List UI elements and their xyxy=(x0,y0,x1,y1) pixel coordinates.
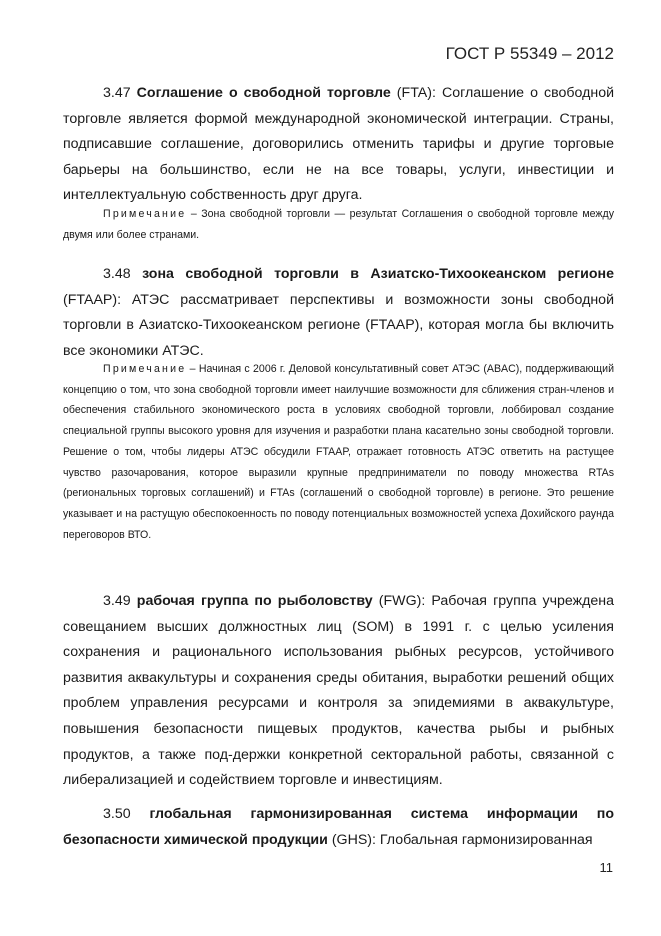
document-header: ГОСТ Р 55349 – 2012 xyxy=(445,44,614,63)
section-3-49 xyxy=(63,589,614,794)
note-label: Примечание xyxy=(103,363,187,375)
note-label: Примечание xyxy=(103,208,187,220)
section-number: 3.50 xyxy=(103,806,131,822)
note-text: – Зона свободной торговли — результат Соглашения о свободной торговле между двумя или более странами. xyxy=(63,208,614,241)
section-3-47 xyxy=(63,81,614,209)
section-term: рабочая группа по рыболовству xyxy=(136,593,373,609)
section-number: 3.47 xyxy=(103,85,131,101)
section-3-50 xyxy=(63,802,614,853)
section-definition: (FTAAP): АТЭС рассматривает перспективы и возможности зоны свободной торговли в Азиатско-Тихоокеанском регионе (FTAAP), которая могла бы включить все экономики АТЭС. xyxy=(63,291,614,359)
section-term: Соглашение о свободной торговле xyxy=(136,85,391,101)
section-definition: (FTA): Соглашение о свободной торговле является формой международной экономической интеграции. Страны, подписавшие соглашение, договорились отменить тарифы и другие торговые барьеры на большинство, если не на все товары, услуги, инвестиции и интеллектуальную собственность друг друга. xyxy=(63,85,615,204)
section-number: 3.49 xyxy=(103,593,131,609)
page-number: 11 xyxy=(599,860,613,875)
section-definition: (GHS): Глобальная гармонизированная xyxy=(331,831,593,848)
note-3-47 xyxy=(63,204,614,245)
note-3-48 xyxy=(63,359,614,545)
section-term: зона свободной торговли в Азиатско-Тихоокеанском регионе xyxy=(142,266,614,282)
note-text: – Начиная с 2006 г. Деловой консультативный совет АТЭС (ABAC), поддерживающий концепцию о том, что зона свободной торговли имеет наилучшие возможности для сближения стран-членов и обеспечения стабильного экономического роста в условиях свободной торговли, лоббировал создание специальной группы высокого уровня для изучения и разработки плана касательно зоны свободной торговли. Решение о том, чтобы лидеры АТЭС обсудили FTAAP, отражает готовность АТЭС ответить на растущее чувство разочарования, которое выразили крупные предприниматели по поводу множества RTAs (региональных торговых соглашений) и FTAs (соглашений о свободной торговле) в регионе. Это решение указывает и на растущую обеспокоенность по поводу потенциальных возможностей успеха Дохийского раунда переговоров ВТО. xyxy=(63,363,614,541)
section-definition: (FWG): Рабочая группа учреждена совещанием высших должностных лиц (SOM) в 1991 г. с целью усиления сохранения и рационального использования рыбных ресурсов, устойчивого развития аквакультуры и сохранения среды обитания, выработки решений общих проблем управления ресурсами и контроля за эпидемиями в аквакультуре, повышения безопасности пищевых продуктов, качества рыбы и рыбных продуктов, а также под-держки конкретной секторальной работы, связанной с либерализацией и содействием торговле и инвестициям. xyxy=(63,593,614,789)
section-3-48 xyxy=(63,262,614,364)
section-number: 3.48 xyxy=(103,266,131,282)
section-term: глобальная гармонизированная система информации по безопасности химической продукции xyxy=(63,806,614,848)
